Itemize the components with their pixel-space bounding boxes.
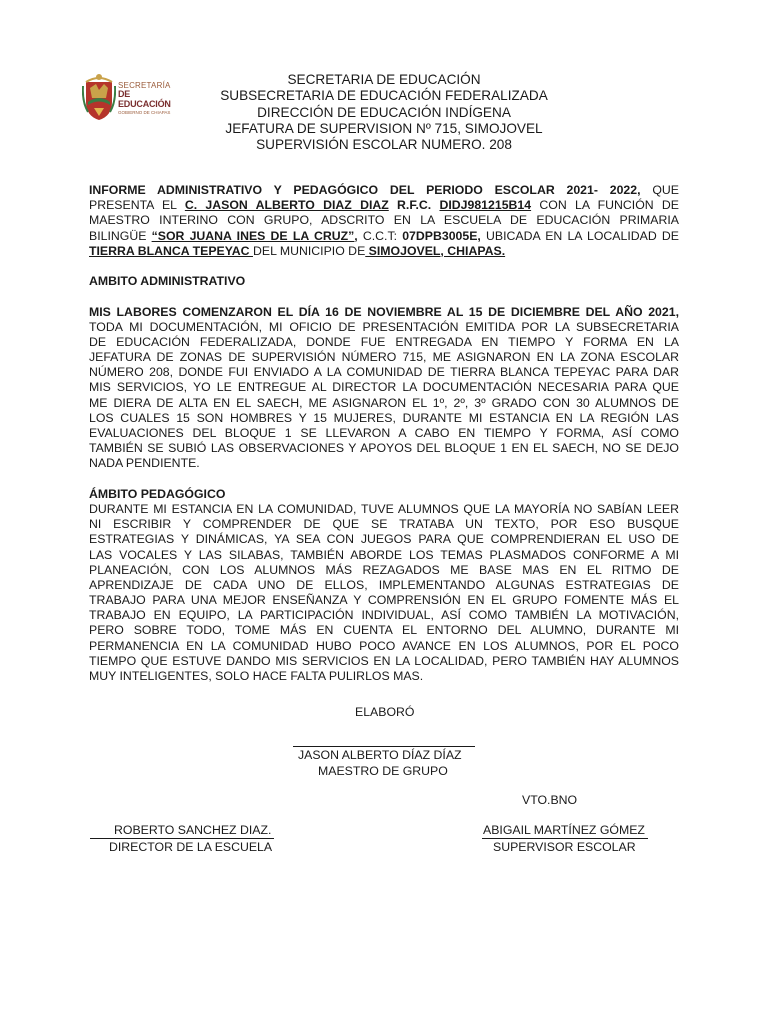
admin-line: TODA MI DOCUMENTACIÓN, MI OFICIO DE PRESENTACIÓN EMITIDA POR LA SUBSECRETARIA (89, 319, 679, 334)
chiapas-shield-icon (82, 72, 116, 122)
intro-line: MAESTRO INTERINO CON GRUPO, ADSCRITO EN LA ESCUELA DE EDUCACIÓN PRIMARIA (89, 213, 679, 228)
header-line: DIRECCIÓN DE EDUCACIÓN INDÍGENA (257, 104, 511, 120)
admin-section-title (89, 274, 679, 289)
admin-line: LOS CUALES 15 SON HOMBRES Y 15 MUJERES, DURANTE MI ESTANCIA EN LA REGIÓN LAS (89, 410, 679, 425)
cct-value: 07DPB3005E, (402, 228, 481, 243)
intro-line (89, 229, 679, 244)
admin-line: DE EDUCACIÓN FEDERALIZADA, DONDE FUE ENTREGADA EN TIEMPO Y FORMA EN LA (89, 334, 679, 349)
admin-paragraph (89, 305, 679, 472)
vto-bno-label: VTO.BNO (522, 793, 578, 807)
ped-line: TRABAJO PARA UNA MEJOR ENSEÑANZA Y COMPRENSIÓN EN EL GRUPO FOMENTE MÁS EL (89, 593, 679, 608)
ped-line: TRABAJO EN EQUIPO, LA PARTICIPACIÓN INDIVIDUAL, ASÍ COMO TAMBIÉN LA MOTIVACIÓN, (89, 608, 679, 623)
header-line: SECRETARIA DE EDUCACIÓN (287, 72, 481, 87)
ped-line: PERO SOBRE TODO, TOME MÁS EN CUENTA EL ENTORNO DEL ALUMNO, DURANTE MI (89, 623, 679, 638)
admin-lead: MIS LABORES COMENZARON EL DÍA 16 DE NOVIEMBRE AL 15 DE DICIEMBRE DEL AÑO 2021, (89, 304, 679, 319)
header-line: SUPERVISIÓN ESCOLAR NUMERO. 208 (256, 137, 512, 153)
admin-line: JEFATURA DE ZONAS DE SUPERVISIÓN NÚMERO 715, ME ASIGNARON EN LA ZONA ESCOLAR (89, 350, 679, 365)
admin-title-text: AMBITO ADMINISTRATIVO (89, 274, 246, 289)
teacher-signature-name: JASON ALBERTO DÍAZ DÍAZ (298, 748, 462, 762)
admin-line: NÚMERO 208, DONDE FUI ENVIADO A LA COMUNIDAD DE TIERRA BLANCA TEPEYAC PARA DAR (89, 365, 679, 380)
intro-text: CON LA FUNCIÓN DE (531, 198, 679, 213)
intro-text: DEL MUNICIPIO DE (252, 243, 366, 258)
admin-line: NADA PENDIENTE. (89, 456, 200, 471)
locality-name: TIERRA BLANCA TEPEYAC (89, 243, 253, 258)
admin-line (89, 305, 679, 320)
intro-text: UBICADA EN LA LOCALIDAD DE (480, 228, 679, 243)
supervisor-signature-role: SUPERVISOR ESCOLAR (493, 840, 636, 854)
secretaria-logo (82, 72, 182, 122)
intro-paragraph (89, 183, 679, 259)
ped-line: ESTRATEGIAS Y DINÁMICAS, YA SEA CON JUEGOS PARA QUE COMPRENDIERAN EL USO DE (89, 532, 679, 547)
header-line: JEFATURA DE SUPERVISION Nº 715, SIMOJOVEL (225, 120, 543, 136)
intro-text: BILINGÜE (89, 228, 152, 243)
ped-line: DURANTE MI ESTANCIA EN LA COMUNIDAD, TUVE ALUMNOS QUE LA MAYORÍA NO SABÍAN LEER (89, 501, 679, 516)
ped-line: MUY INTELIGENTES, SOLO HACE FALTA PULIRLOS MAS. (89, 669, 424, 683)
teacher-name: C. JASON ALBERTO DIAZ DIAZ (184, 198, 389, 213)
teacher-signature-line (293, 746, 475, 747)
admin-line: ME DIERA DE ALTA EN EL SAECH, ME ASIGNARON EL 1º, 2º, 3º GRADO CON 30 ALUMNOS DE (89, 395, 679, 410)
admin-line: MIS SERVICIOS, YO LE ENTREGUE AL DIRECTOR LA DOCUMENTACIÓN NECESARIA PARA QUE (89, 380, 679, 395)
logo-line1: SECRETARÍA (118, 81, 171, 90)
elaboro-label: ELABORÓ (355, 705, 415, 719)
ped-line: PERMANENCIA EN LA COMUNIDAD HUBO POCO AVANCE EN LOS ALUMNOS, POR EL POCO (89, 638, 679, 653)
rfc-label: R.F.C. (388, 198, 440, 213)
director-signature-name: ROBERTO SANCHEZ DIAZ. (114, 823, 272, 837)
logo-line3: GOBIERNO DE CHIAPAS (118, 110, 171, 116)
school-name: “SOR JUANA INES DE LA CRUZ”, (151, 228, 358, 243)
ped-paragraph (89, 502, 679, 684)
intro-line (89, 244, 679, 259)
intro-line (89, 183, 679, 198)
logo-line2: DE EDUCACIÓN (118, 89, 171, 109)
logo-wordmark (118, 82, 182, 116)
director-signature-role: DIRECTOR DE LA ESCUELA (109, 840, 273, 854)
rfc-value: DIDJ981215B14 (439, 198, 532, 213)
ped-line: LAS VOCALES Y LAS SILABAS, TAMBIÉN ABORDE LOS TEMAS PLASMADOS CONFORME A MI (89, 547, 679, 562)
intro-line (89, 198, 679, 213)
ped-section-title (89, 487, 679, 502)
ped-line: APRENDIZAJE DE CADA UNO DE ELLOS, IMPLEMENTANDO ALGUNAS ESTRATEGIAS DE (89, 577, 679, 592)
admin-line: TAMBIÉN SE SUBIÓ LAS OBSERVACIONES Y APOYOS DEL BLOQUE 1 EN EL SAECH, NO SE DEJO (89, 441, 679, 456)
municipality-name: SIMOJOVEL, CHIAPAS. (365, 243, 506, 258)
ped-title-text: ÁMBITO PEDAGÓGICO (89, 486, 226, 501)
report-title: INFORME ADMINISTRATIVO Y PEDAGÓGICO DEL PERIODO ESCOLAR 2021- 2022, (89, 183, 641, 197)
supervisor-signature-name: ABIGAIL MARTÍNEZ GÓMEZ (483, 823, 645, 837)
intro-text: PRESENTA EL (89, 198, 185, 213)
ped-line: TIEMPO QUE ESTUVE DANDO MIS SERVICIOS EN LA LOCALIDAD, PERO TAMBIÉN HAY ALUMNOS (89, 653, 679, 668)
ped-line: NI ESCRIBIR Y COMPRENDER DE QUE SE TRATABA UN TEXTO, POR ESO BUSQUE (89, 517, 679, 532)
teacher-signature-role: MAESTRO DE GRUPO (318, 764, 448, 778)
document-header (180, 72, 588, 153)
document-body (89, 183, 679, 684)
header-line: SUBSECRETARIA DE EDUCACIÓN FEDERALIZADA (220, 88, 548, 104)
ped-line: PLANEACIÓN, CON LOS ALUMNOS MÁS REZAGADOS ME BASE MAS EN EL RITMO DE (89, 562, 679, 577)
intro-text: C.C.T: (357, 228, 403, 243)
intro-text: QUE (640, 183, 679, 197)
admin-line: EVALUACIONES DEL BLOQUE 1 SE LLEVARON A CABO EN TIEMPO Y FORMA, ASÍ COMO (89, 426, 679, 440)
